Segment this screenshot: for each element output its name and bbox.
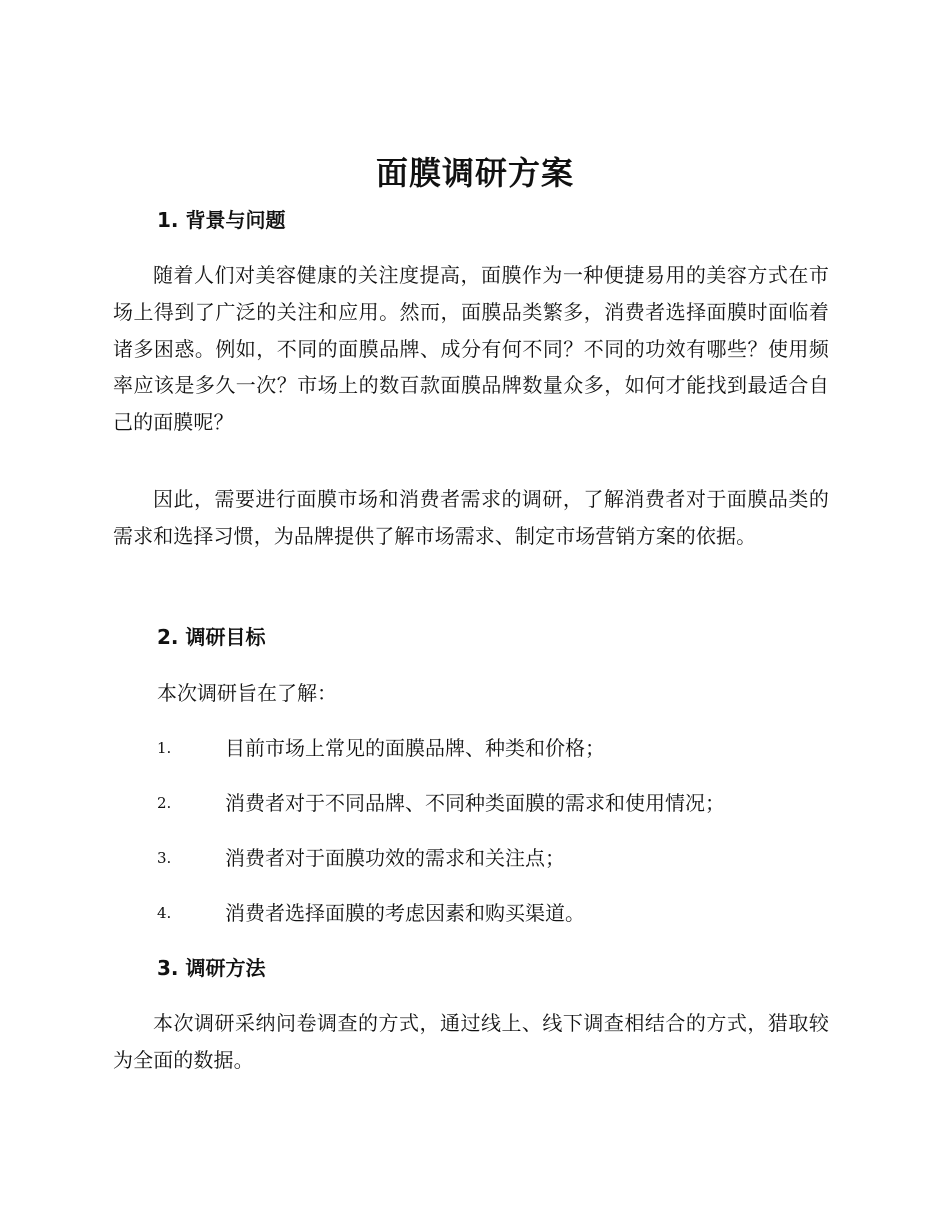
list-item-number: 2. — [157, 794, 172, 812]
list-item-text: 消费者选择面膜的考虑因素和购买渠道。 — [225, 901, 585, 925]
section-heading-background: 1. 背景与问题 — [157, 208, 286, 232]
list-item-text: 消费者对于面膜功效的需求和关注点； — [225, 846, 565, 870]
paragraph-methods: 本次调研采纳问卷调查的方式，通过线上、线下调查相结合的方式，猎取较为全面的数据。 — [113, 1011, 829, 1072]
list-item-number: 3. — [157, 849, 172, 867]
paragraph-background: 随着人们对美容健康的关注度提高，面膜作为一种便捷易用的美容方式在市场上得到了广泛的关注和应用。然而，面膜品类繁多，消费者选择面膜时面临着诸多困惑。例如，不同的面膜品牌、成分有何不同？不同的功效有哪些？使用频率应该是多久一次？市场上的数百款面膜品牌数量众多，如何才能找到最适合自己的面膜呢？ — [113, 263, 829, 435]
objectives-intro: 本次调研旨在了解： — [157, 681, 337, 705]
list-item-text: 目前市场上常见的面膜品牌、种类和价格； — [225, 736, 605, 760]
list-item-text: 消费者对于不同品牌、不同种类面膜的需求和使用情况； — [225, 791, 725, 815]
list-item-number: 4. — [157, 904, 172, 922]
section-heading-methods: 3. 调研方法 — [157, 956, 266, 980]
list-item-number: 1. — [157, 739, 172, 757]
paragraph-research-need: 因此，需要进行面膜市场和消费者需求的调研，了解消费者对于面膜品类的需求和选择习惯，为品牌提供了解市场需求、制定市场营销方案的依据。 — [113, 487, 829, 548]
section-heading-objectives: 2. 调研目标 — [157, 625, 266, 649]
document-title: 面膜调研方案 — [375, 154, 574, 192]
